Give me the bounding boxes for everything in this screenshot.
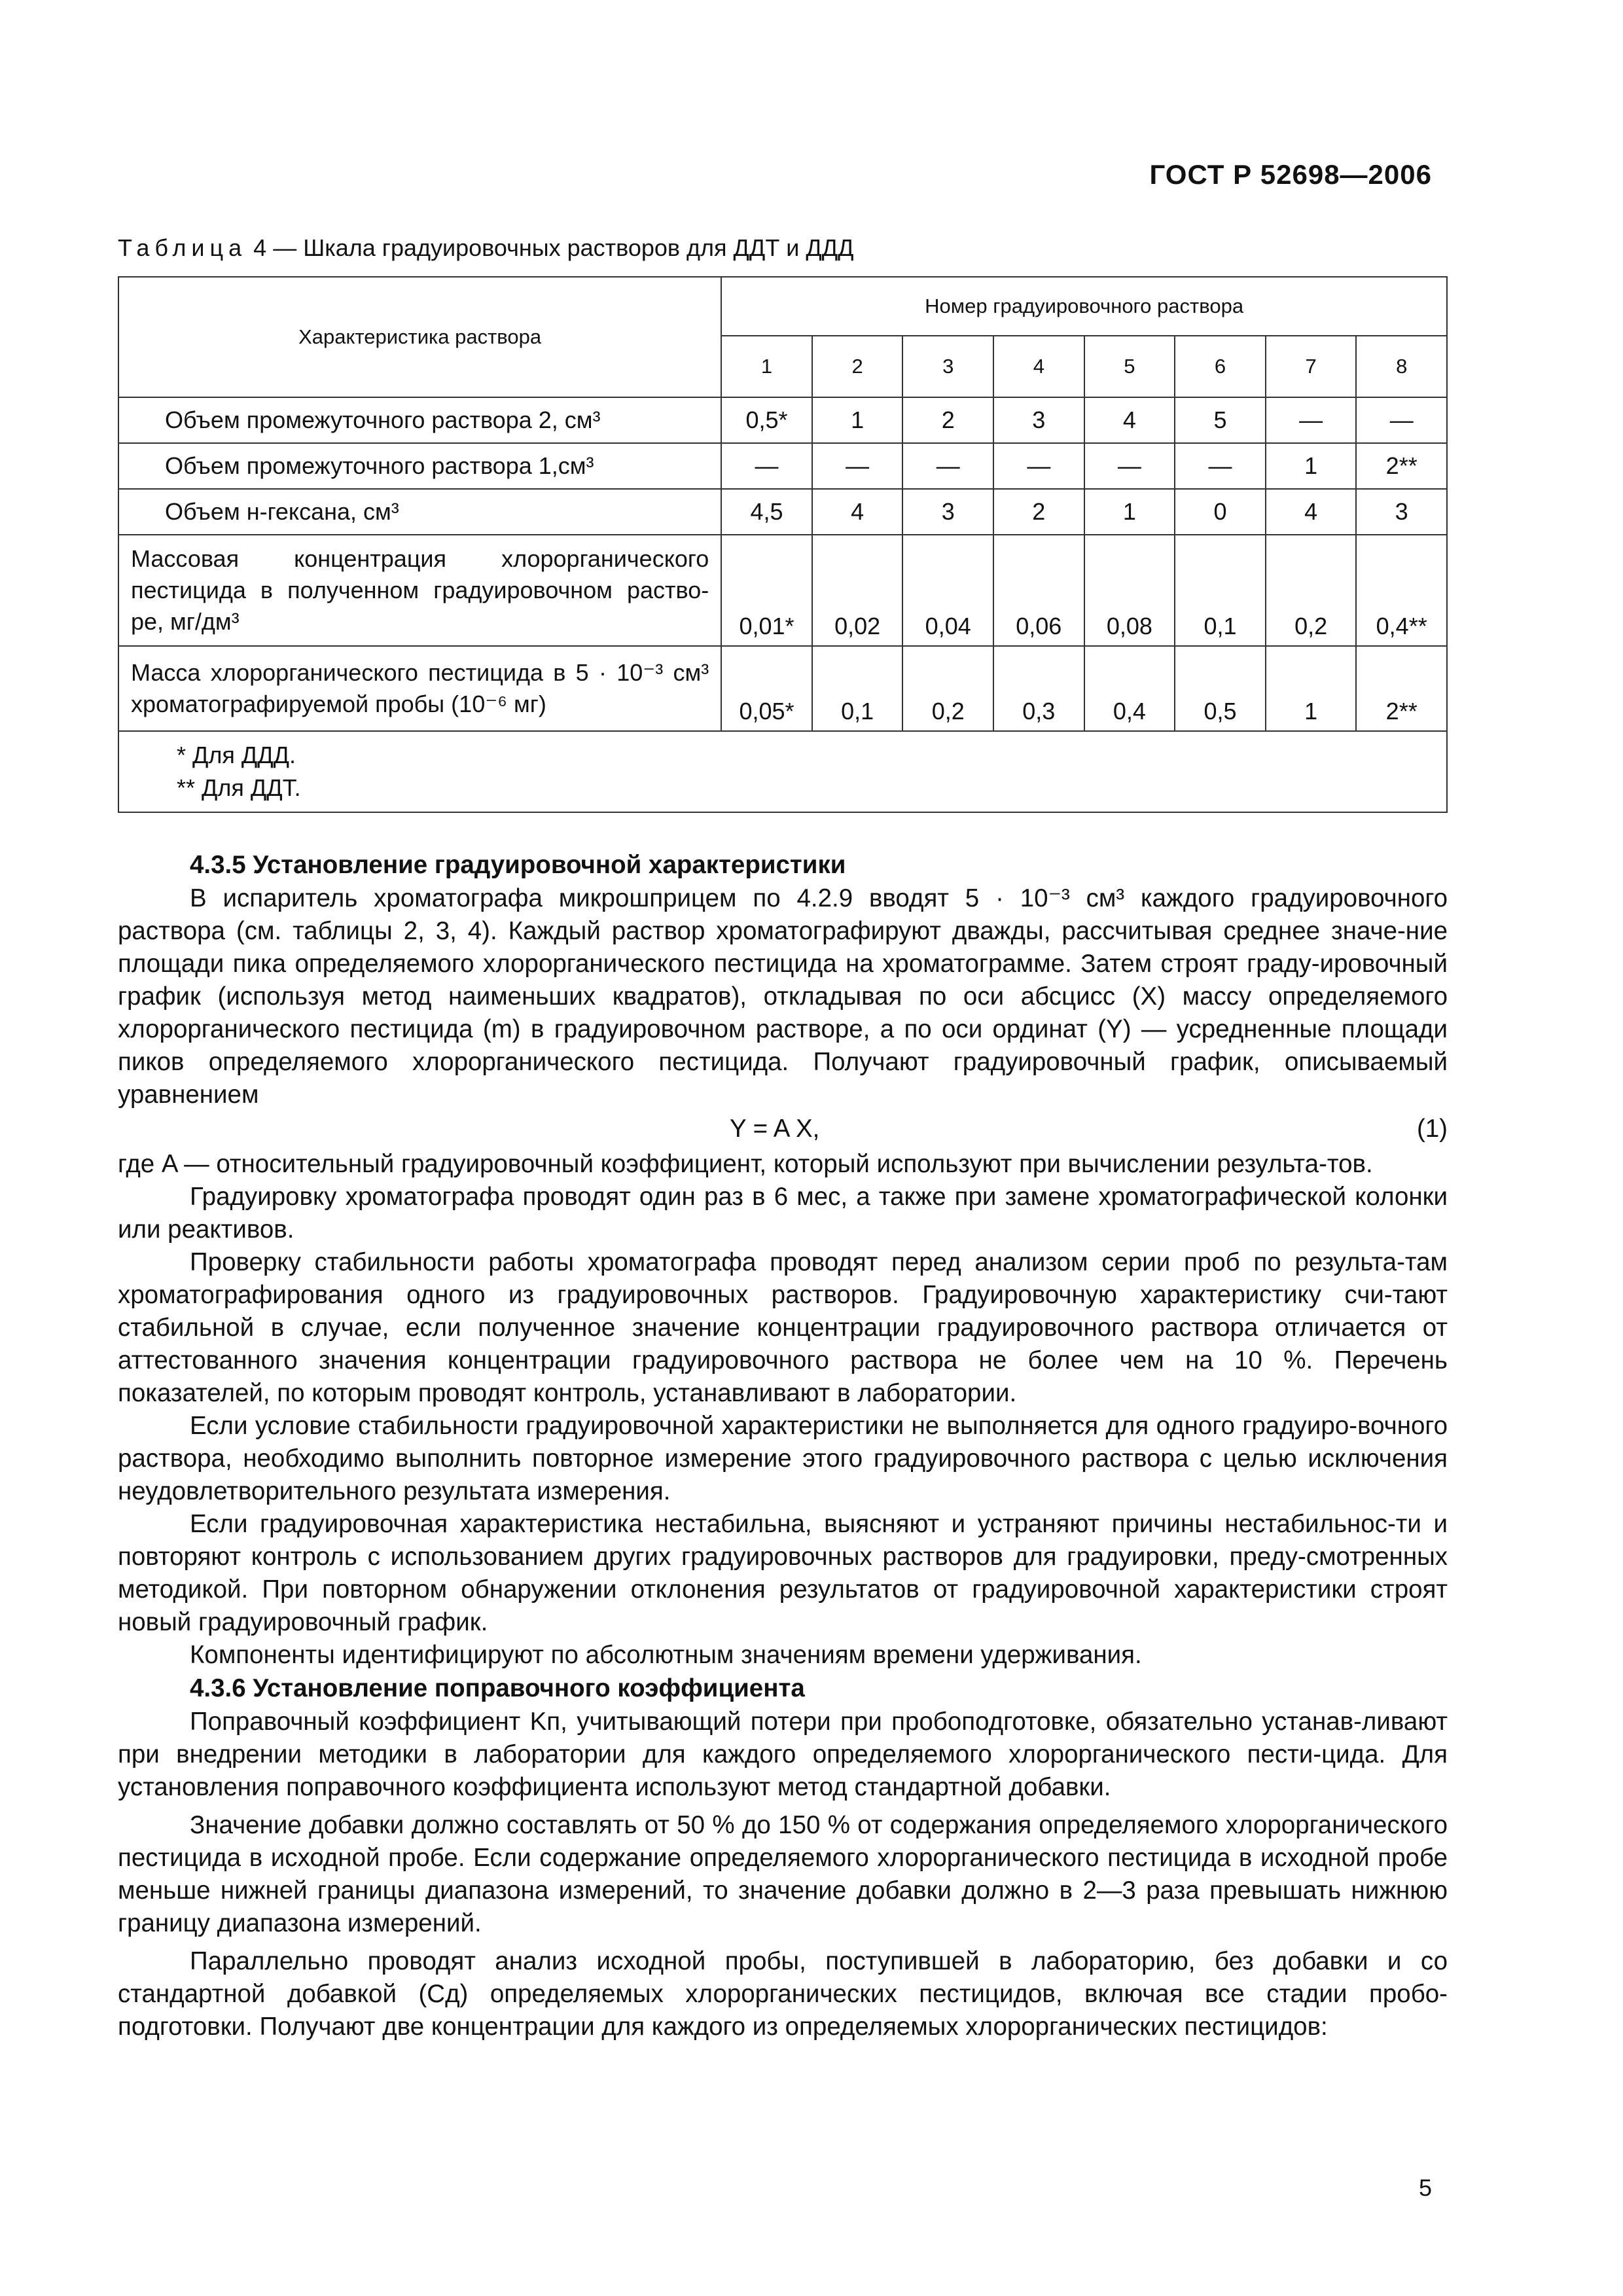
paragraph: В испаритель хроматографа микрошприцем по 4.2.9 вводят 5 · 10⁻³ см³ каждого градуировочного раствора (см. таблицы 2, 3, 4). Каждый раствор хроматографируют дважды, рассчитывая среднее значе-ние площади пика определяемого хлорорганического пестицида на хроматограмме. Затем строят граду-ировочный график (используя метод наименьших квадратов), откладывая по оси абсцисс (X) массу определяемого хлорорганического пестицида (m) в градуировочном растворе, а по оси ординат (Y) — усредненные площади пиков определяемого хлорорганического пестицида. Получают градуировочный график, описываемый уравнением bbox=[118, 884, 1448, 1109]
table-row bbox=[118, 443, 1447, 489]
table-caption-title: — Шкала градуировочных растворов для ДДТ и ДДД bbox=[273, 234, 854, 261]
equation bbox=[118, 1111, 1448, 1148]
table-cell: — bbox=[1266, 397, 1357, 443]
table-cell: 0,3 bbox=[993, 646, 1084, 731]
table-caption-number: 4 bbox=[253, 234, 267, 261]
table-cell: 0,1 bbox=[812, 646, 903, 731]
table-caption-prefix: Таблица bbox=[118, 234, 247, 261]
table-cell: — bbox=[902, 443, 993, 489]
table-cell: 3 bbox=[993, 397, 1084, 443]
table-cell: — bbox=[1084, 443, 1175, 489]
table-cell: 2 bbox=[993, 489, 1084, 535]
table-note-ddd: * Для ДДД. bbox=[177, 742, 296, 768]
table-cell: 0,2 bbox=[1266, 535, 1357, 646]
section-heading-4-3-5: 4.3.5 Установление градуировочной характеристики bbox=[190, 851, 846, 879]
paragraph: Если градуировочная характеристика нестабильна, выясняют и устраняют причины нестабильнос-ти и повторяют контроль с использованием других градуировочных растворов для градуировки, преду-смотренных методикой. При повторном обнаружении отклонения результатов от градуировочной характеристики строят новый градуировочный график. bbox=[118, 1510, 1448, 1636]
table-cell: — bbox=[993, 443, 1084, 489]
table-note-ddt: ** Для ДДТ. bbox=[177, 774, 301, 801]
table-cell: 0,5 bbox=[1175, 646, 1266, 731]
row-label: Объем промежуточного раствора 2, см³ bbox=[118, 397, 721, 443]
table-cell: 0 bbox=[1175, 489, 1266, 535]
table-cell: 0,5* bbox=[721, 397, 812, 443]
document-code: ГОСТ Р 52698—2006 bbox=[1149, 159, 1432, 190]
paragraph: Градуировку хроматографа проводят один раз в 6 мес, а также при замене хроматографической колонки или реактивов. bbox=[118, 1183, 1448, 1244]
table-row bbox=[118, 535, 1447, 646]
table-cell: 4,5 bbox=[721, 489, 812, 535]
paragraph: Проверку стабильности работы хроматографа проводят перед анализом серии проб по результа-там хроматографирования одного из градуировочных растворов. Градуировочную характеристику счи-тают стабильной в случае, если полученное значение концентрации градуировочного раствора отличается от аттестованного значения концентрации градуировочного раствора не более чем на 10 %. Перечень показателей, по которым проводят контроль, устанавливают в лаборатории. bbox=[118, 1248, 1448, 1407]
column-number: 2 bbox=[812, 336, 903, 397]
paragraph: Поправочный коэффициент Kп, учитывающий потери при пробоподготовке, обязательно устанав-ливают при внедрении методики в лаборатории для каждого определяемого хлорорганического пести-цида. Для установления поправочного коэффициента используют метод стандартной добавки. bbox=[118, 1708, 1448, 1801]
table-cell: 3 bbox=[1356, 489, 1447, 535]
column-number: 1 bbox=[721, 336, 812, 397]
table-cell: 1 bbox=[1266, 443, 1357, 489]
column-number: 8 bbox=[1356, 336, 1447, 397]
table-cell: 0,1 bbox=[1175, 535, 1266, 646]
paragraph: Компоненты идентифицируют по абсолютным значениям времени удерживания. bbox=[190, 1641, 1142, 1669]
column-number: 4 bbox=[993, 336, 1084, 397]
table-notes bbox=[118, 731, 1447, 812]
row-label: Объем н-гексана, см³ bbox=[118, 489, 721, 535]
table-row bbox=[118, 646, 1447, 731]
table-cell: 0,4** bbox=[1356, 535, 1447, 646]
table-cell: 2 bbox=[902, 397, 993, 443]
table-notes-row bbox=[118, 731, 1447, 812]
table-cell: 1 bbox=[1084, 489, 1175, 535]
table-cell: 1 bbox=[1266, 646, 1357, 731]
table-cell: 0,08 bbox=[1084, 535, 1175, 646]
table-cell: — bbox=[1175, 443, 1266, 489]
equation-number: (1) bbox=[1416, 1115, 1448, 1143]
column-number: 7 bbox=[1266, 336, 1357, 397]
table-row bbox=[118, 397, 1447, 443]
table-cell: 2** bbox=[1356, 646, 1447, 731]
table-cell: 5 bbox=[1175, 397, 1266, 443]
table-cell: 1 bbox=[812, 397, 903, 443]
table-cell: 4 bbox=[812, 489, 903, 535]
document-body bbox=[118, 848, 1448, 2043]
paragraph: Параллельно проводят анализ исходной пробы, поступившей в лабораторию, без добавки и со стандартной добавкой (Cд) определяемых хлорорганических пестицидов, включая все стадии пробо-подготовки. Получают две концентрации для каждого из определяемых хлорорганических пестицидов: bbox=[118, 1947, 1448, 2041]
calibration-solutions-table bbox=[118, 276, 1448, 813]
column-number: 3 bbox=[902, 336, 993, 397]
paragraph: Значение добавки должно составлять от 50 % до 150 % от содержания определяемого хлорорганического пестицида в исходной пробе. Если содержание определяемого хлорорганического пестицида в исходной пробе меньше нижней границы диапазона измерений, то значение добавки должно в 2—3 раза превышать нижнюю границу диапазона измерений. bbox=[118, 1811, 1448, 1937]
page-number: 5 bbox=[1418, 2174, 1432, 2201]
table-cell: 4 bbox=[1266, 489, 1357, 535]
table-cell: — bbox=[721, 443, 812, 489]
table-cell: 4 bbox=[1084, 397, 1175, 443]
where-clause: где A — относительный градуировочный коэффициент, который используют при вычислении результа-тов. bbox=[118, 1150, 1373, 1178]
row-label: Массовая концентрация хлорорганического пестицида в полученном градуировочном раство-ре, мг/дм³ bbox=[118, 535, 721, 646]
table-cell: 0,06 bbox=[993, 535, 1084, 646]
table-cell: 0,2 bbox=[902, 646, 993, 731]
column-header-characteristic: Характеристика раствора bbox=[118, 277, 721, 397]
column-header-solution-number: Номер градуировочного раствора bbox=[721, 277, 1447, 336]
table-cell: 0,02 bbox=[812, 535, 903, 646]
equation-formula: Y = A X, bbox=[730, 1115, 820, 1143]
table-cell: 0,04 bbox=[902, 535, 993, 646]
table-cell: 0,4 bbox=[1084, 646, 1175, 731]
table-cell: 0,05* bbox=[721, 646, 812, 731]
table-cell: 0,01* bbox=[721, 535, 812, 646]
table-caption bbox=[118, 234, 854, 262]
row-label: Масса хлорорганического пестицида в 5 · 10⁻³ см³ хроматографируемой пробы (10⁻⁶ мг) bbox=[118, 646, 721, 731]
column-number: 5 bbox=[1084, 336, 1175, 397]
paragraph: Если условие стабильности градуировочной характеристики не выполняется для одного градуиро-вочного раствора, необходимо выполнить повторное измерение этого градуировочного раствора с целью исключения неудовлетворительного результата измерения. bbox=[118, 1412, 1448, 1505]
table-cell: 2** bbox=[1356, 443, 1447, 489]
table-cell: — bbox=[812, 443, 903, 489]
row-label: Объем промежуточного раствора 1,см³ bbox=[118, 443, 721, 489]
column-number: 6 bbox=[1175, 336, 1266, 397]
table-cell: 3 bbox=[902, 489, 993, 535]
table-cell: — bbox=[1356, 397, 1447, 443]
table-row bbox=[118, 489, 1447, 535]
section-heading-4-3-6: 4.3.6 Установление поправочного коэффициента bbox=[190, 1674, 805, 1702]
